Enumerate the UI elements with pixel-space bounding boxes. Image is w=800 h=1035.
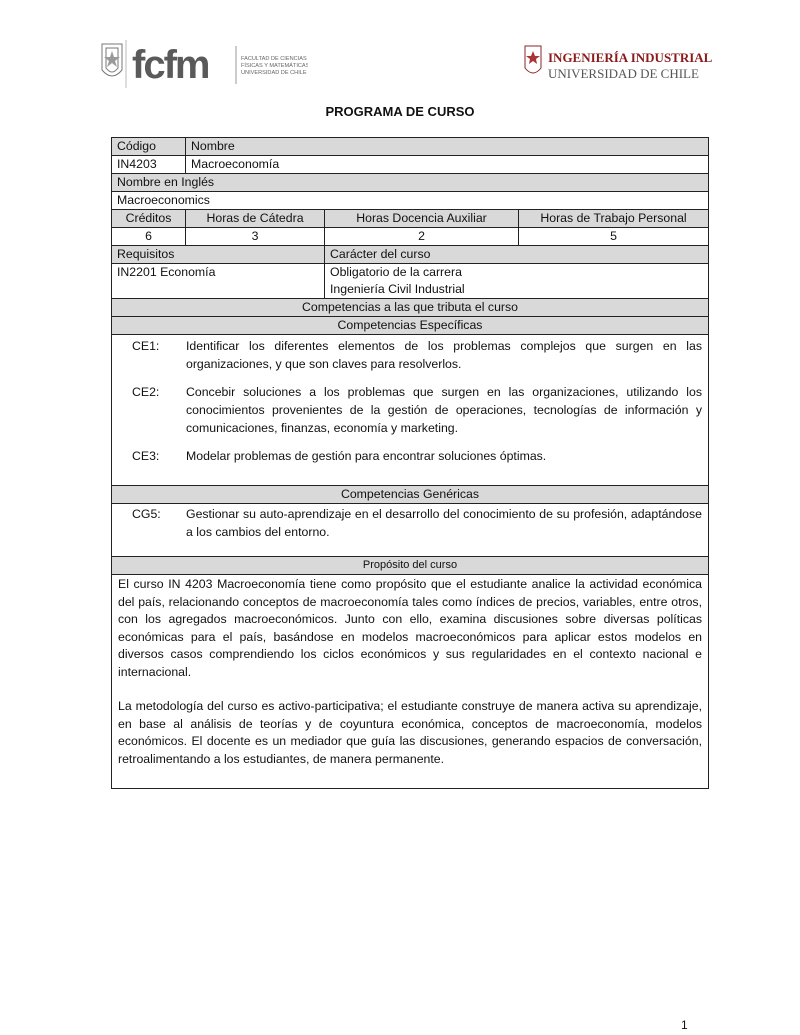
- competencies-header: Competencias a las que tributa el curso: [112, 299, 709, 317]
- name-label: Nombre: [186, 138, 709, 156]
- aux-hours-value: 2: [325, 228, 519, 246]
- competency-code: CG5:: [132, 507, 161, 521]
- personal-hours-label: Horas de Trabajo Personal: [519, 210, 709, 228]
- ii-line-1: INGENIERÍA INDUSTRIAL: [548, 50, 712, 65]
- aux-hours-label: Horas Docencia Auxiliar: [325, 210, 519, 228]
- ingenieria-industrial-logo: [522, 42, 712, 86]
- university-seal-icon: [98, 38, 308, 90]
- fcfm-line-3: UNIVERSIDAD DE CHILE: [241, 70, 307, 76]
- generic-competencies-list: [112, 504, 709, 557]
- competency-code: CE1:: [132, 339, 160, 353]
- competency-code: CE2:: [132, 385, 160, 399]
- competency-text: Gestionar su auto-aprendizaje en el desarrollo del conocimiento de su profesión, adaptándose a los cambios del entorno.: [186, 507, 702, 539]
- competency-code: CE3:: [132, 449, 160, 463]
- english-name-label: Nombre en Inglés: [112, 174, 709, 192]
- credits-label: Créditos: [112, 210, 186, 228]
- character-label: Carácter del curso: [325, 246, 709, 264]
- competency-text: Concebir soluciones a los problemas que surgen en las organizaciones, utilizando los conocimientos provenientes de la gestión de operaciones, tecnologías de información y comunicaciones, finanzas, economía y marketing.: [186, 385, 702, 435]
- english-name: Macroeconomics: [112, 192, 709, 210]
- purpose-paragraph-2: La metodología del curso es activo-participativa; el estudiante construye de manera activa su aprendizaje, en base al análisis de teorías y de coyuntura económica, conceptos de macroeconomía, modelos económicos. El docente es un mediador que guía las discusiones, generando espacios de conversación, retroalimentando a los estudiantes, de manera permanente.: [118, 699, 702, 766]
- competency-text: Modelar problemas de gestión para encontrar soluciones óptimas.: [186, 449, 547, 463]
- competency-item: [112, 447, 708, 465]
- fcfm-acronym: fcfm: [132, 43, 209, 87]
- character-line-2: Ingeniería Civil Industrial: [330, 282, 465, 296]
- competency-item: [112, 505, 708, 541]
- document-title: PROGRAMA DE CURSO: [325, 104, 475, 119]
- requirements-value: IN2201 Economía: [112, 264, 325, 299]
- course-program-table: [111, 137, 709, 789]
- lecture-hours-label: Horas de Cátedra: [186, 210, 325, 228]
- page-number: 1: [681, 1018, 688, 1032]
- requirements-label: Requisitos: [112, 246, 325, 264]
- character-value: [325, 264, 709, 299]
- code-label: Código: [112, 138, 186, 156]
- credits-value: 6: [112, 228, 186, 246]
- generic-competencies-header: Competencias Genéricas: [112, 486, 709, 504]
- purpose-header: Propósito del curso: [112, 557, 709, 575]
- course-name: Macroeconomía: [186, 156, 709, 174]
- character-line-1: Obligatorio de la carrera: [330, 265, 462, 279]
- fcfm-line-2: FÍSICAS Y MATEMÁTICAS: [241, 63, 308, 69]
- competency-item: [112, 383, 708, 437]
- competency-item: [112, 337, 708, 373]
- course-code: IN4203: [112, 156, 186, 174]
- competency-text: Identificar los diferentes elementos de los problemas complejos que surgen en las organizaciones, y que son claves para resolverlos.: [186, 339, 702, 371]
- personal-hours-value: 5: [519, 228, 709, 246]
- fcfm-line-1: FACULTAD DE CIENCIAS: [241, 56, 307, 62]
- fcfm-logo: [98, 38, 308, 90]
- specific-competencies-list: [112, 335, 709, 486]
- specific-competencies-header: Competencias Específicas: [112, 317, 709, 335]
- ii-seal-icon: [522, 42, 712, 86]
- ii-line-2: UNIVERSIDAD DE CHILE: [548, 66, 699, 81]
- lecture-hours-value: 3: [186, 228, 325, 246]
- purpose-body: [112, 575, 709, 789]
- purpose-paragraph-1: El curso IN 4203 Macroeconomía tiene como propósito que el estudiante analice la actividad económica del país, relacionando conceptos de macroeconomía tales como índices de precios, variables, entre otros, con los agregados macroeconómicos. Junto con ello, examina discusiones sobre diversas políticas económicas para el país, basándose en modelos macroeconómicos para aplicar estos modelos en diversos casos comprendiendo los ciclos económicos y sus regularidades en el contexto nacional e internacional.: [118, 577, 702, 679]
